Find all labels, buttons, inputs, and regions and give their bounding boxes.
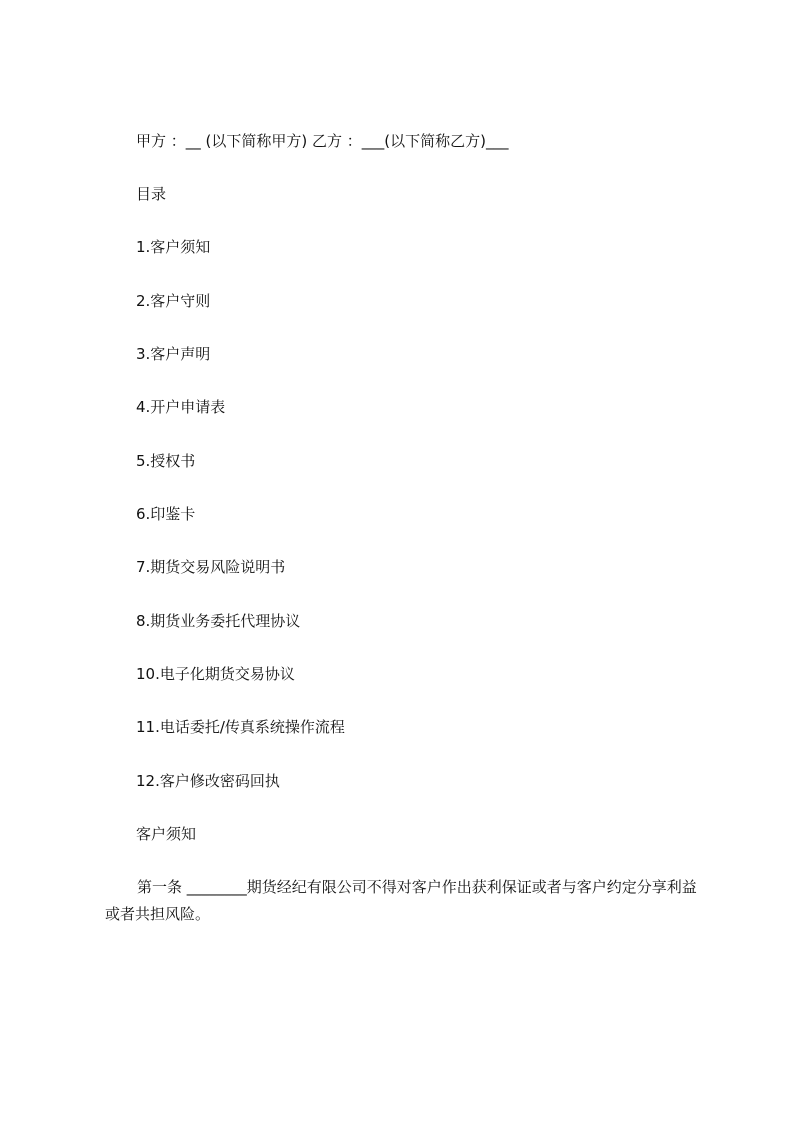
toc-item: 4.开户申请表 bbox=[136, 398, 226, 416]
toc-item: 8.期货业务委托代理协议 bbox=[136, 612, 301, 630]
article-paragraph: 第一条 ________期货经纪有限公司不得对客户作出获利保证或者与客户约定分享利益或者共担风险。 bbox=[105, 878, 697, 923]
toc-item: 6.印鉴卡 bbox=[136, 505, 196, 523]
toc-item: 10.电子化期货交易协议 bbox=[136, 665, 295, 683]
toc-item: 1.客户须知 bbox=[136, 238, 211, 256]
parties-line: 甲方 ：__ (以下简称甲方) 乙方 ：___(以下简称乙方)___ bbox=[136, 132, 509, 150]
toc-item: 3.客户声明 bbox=[136, 345, 211, 363]
toc-item: 5.授权书 bbox=[136, 452, 196, 470]
toc-item: 12.客户修改密码回执 bbox=[136, 772, 280, 790]
toc-heading: 目录 bbox=[136, 185, 167, 203]
toc-item: 2.客户守则 bbox=[136, 292, 211, 310]
toc-item: 11.电话委托/传真系统操作流程 bbox=[136, 718, 345, 736]
section-heading: 客户须知 bbox=[136, 825, 197, 843]
toc-item: 7.期货交易风险说明书 bbox=[136, 558, 286, 576]
